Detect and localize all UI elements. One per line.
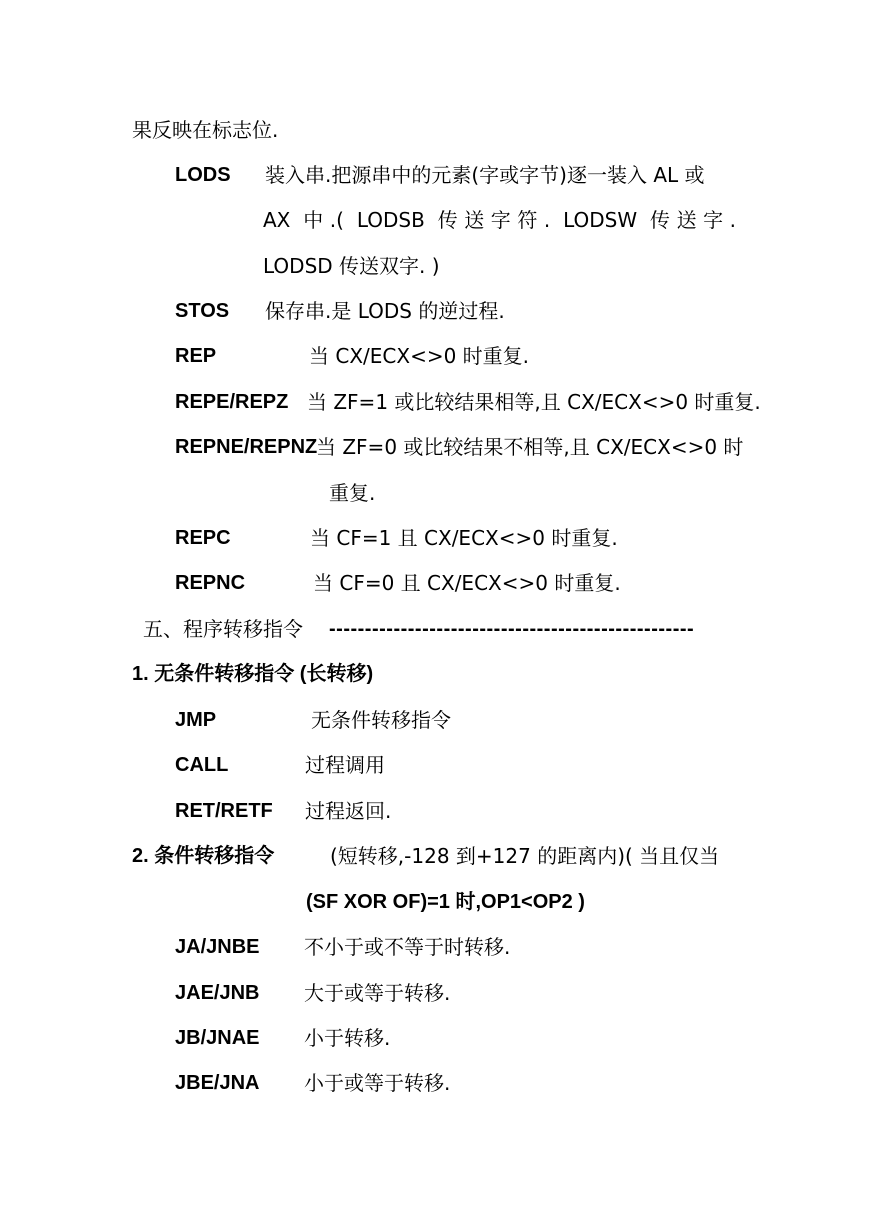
desc-jbe: 小于或等于转移. — [304, 1071, 451, 1095]
desc-repnc: 当 CF=0 且 CX/ECX<>0 时重复. — [313, 571, 621, 595]
mnemonic-repe: REPE/REPZ — [175, 391, 289, 413]
intro-text: 果反映在标志位. — [132, 118, 279, 142]
sub2-note: (短转移,-128 到+127 的距离内)( 当且仅当 — [330, 844, 720, 868]
desc-repne: 当 ZF=0 或比较结果不相等,且 CX/ECX<>0 时 — [316, 435, 744, 459]
section-rule: --------------------------------------------------- — [329, 618, 695, 640]
desc-jae: 大于或等于转移. — [304, 981, 451, 1005]
mnemonic-jae: JAE/JNB — [175, 982, 260, 1004]
mnemonic-ja: JA/JNBE — [175, 936, 260, 958]
desc-rep: 当 CX/ECX<>0 时重复. — [309, 344, 530, 368]
mnemonic-jbe: JBE/JNA — [175, 1072, 260, 1094]
mnemonic-jb: JB/JNAE — [175, 1027, 260, 1049]
desc-repc: 当 CF=1 且 CX/ECX<>0 时重复. — [310, 526, 618, 550]
desc-lods-cont2: LODSD 传送双字. ) — [263, 254, 440, 278]
desc-jmp: 无条件转移指令 — [311, 708, 451, 732]
desc-lods: 装入串.把源串中的元素(字或字节)逐一装入 AL 或 — [265, 163, 705, 187]
mnemonic-stos: STOS — [175, 300, 230, 322]
section-heading: 五、程序转移指令 — [143, 617, 303, 641]
desc-jb: 小于转移. — [304, 1026, 391, 1050]
sub2-note-cont: (SF XOR OF)=1 时,OP1<OP2 ) — [306, 891, 585, 913]
mnemonic-repne: REPNE/REPNZ — [175, 436, 318, 458]
sub1-heading: 1. 无条件转移指令 (长转移) — [132, 663, 374, 685]
desc-ja: 不小于或不等于时转移. — [304, 935, 511, 959]
mnemonic-lods: LODS — [175, 164, 231, 186]
sub2-heading: 2. 条件转移指令 — [132, 845, 275, 867]
desc-repne-cont: 重复. — [329, 481, 376, 505]
desc-repe: 当 ZF=1 或比较结果相等,且 CX/ECX<>0 时重复. — [307, 390, 761, 414]
desc-lods-cont1: AX 中.( LODSB 传送字符. LODSW 传送字. — [263, 208, 736, 232]
desc-stos: 保存串.是 LODS 的逆过程. — [265, 299, 505, 323]
desc-call: 过程调用 — [305, 753, 385, 777]
mnemonic-jmp: JMP — [175, 709, 217, 731]
mnemonic-rep: REP — [175, 345, 217, 367]
mnemonic-ret: RET/RETF — [175, 800, 273, 822]
mnemonic-call: CALL — [175, 754, 229, 776]
desc-ret: 过程返回. — [305, 799, 392, 823]
mnemonic-repnc: REPNC — [175, 572, 246, 594]
mnemonic-repc: REPC — [175, 527, 231, 549]
